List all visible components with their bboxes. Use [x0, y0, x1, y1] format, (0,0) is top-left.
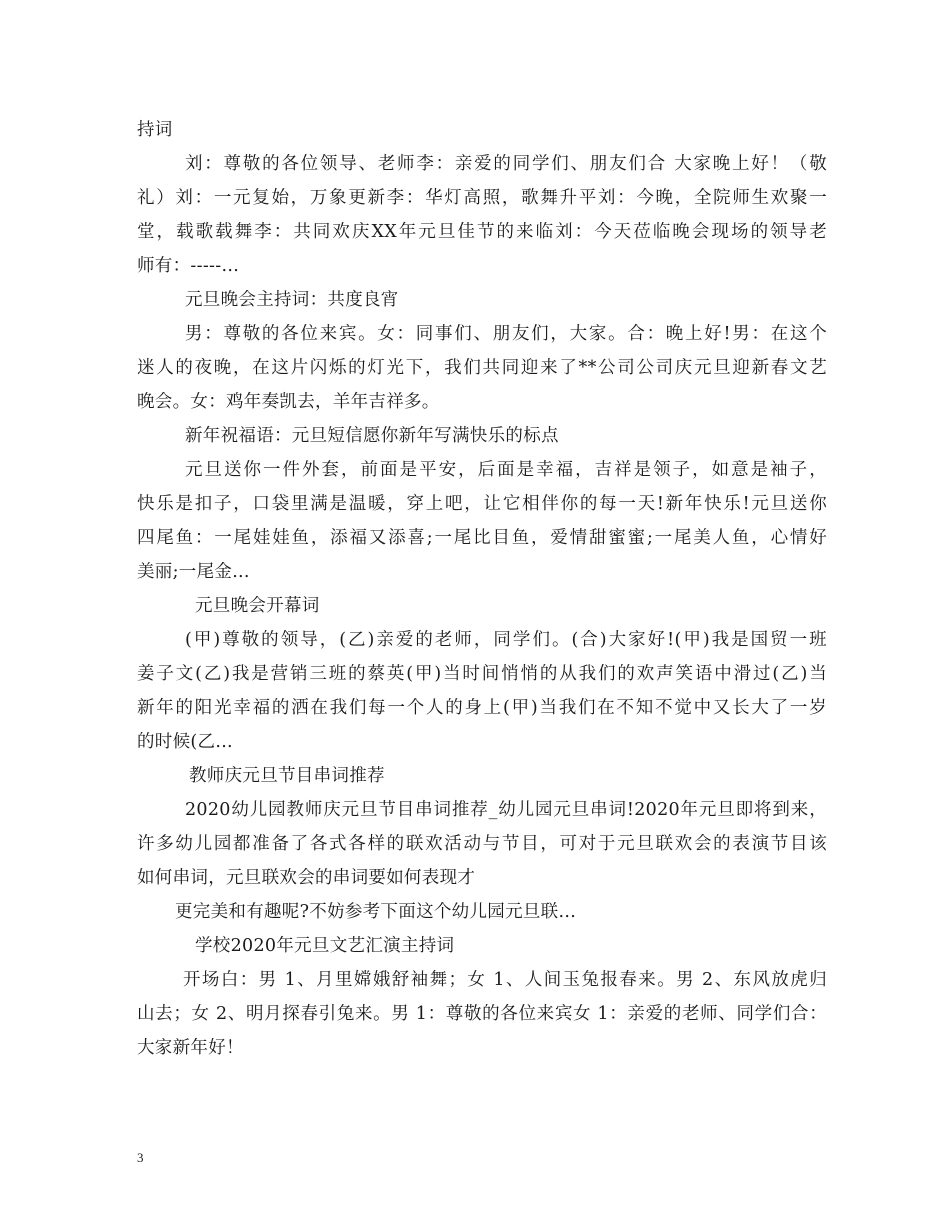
section-heading: 教师庆元旦节目串词推荐 — [189, 766, 385, 786]
text-line: 师有：-----... — [137, 256, 240, 276]
section-heading: 元旦晚会开幕词 — [195, 596, 320, 616]
text-line: 更完美和有趣呢?不妨参考下面这个幼儿园元旦联... — [175, 902, 577, 922]
text-line: 晚会。女：鸡年奏凯去，羊年吉祥多。 — [137, 392, 440, 412]
text-line: 堂，载歌载舞李：共同欢庆XX年元旦佳节的来临刘：今天莅临晚会现场的领导老 — [137, 222, 827, 242]
text-line: 新年的阳光幸福的洒在我们每一个人的身上(甲)当我们在不知不觉中又长大了一岁 — [137, 698, 827, 718]
text-line: 元旦送你一件外套，前面是平安，后面是幸福，吉祥是领子，如意是袖子， — [185, 460, 827, 480]
text-line: (甲)尊敬的领导，(乙)亲爱的老师，同学们。(合)大家好!(甲)我是国贸一班 — [185, 630, 827, 650]
text-line: 的时候(乙... — [137, 732, 233, 752]
text-line: 开场白：男 1、月里嫦娥舒袖舞；女 1、人间玉兔报春来。男 2、东风放虎归 — [183, 970, 827, 990]
section-heading: 新年祝福语：元旦短信愿你新年写满快乐的标点 — [185, 426, 559, 446]
text-line: 礼）刘：一元复始，万象更新李：华灯高照，歌舞升平刘：今晚，全院师生欢聚一 — [137, 188, 827, 208]
text-line: 男：尊敬的各位来宾。女：同事们、朋友们，大家。合：晚上好!男：在这个 — [185, 324, 827, 344]
text-line: 山去；女 2、明月探春引兔来。男 1：尊敬的各位来宾女 1：亲爱的老师、同学们合： — [137, 1004, 827, 1024]
text-line: 2020幼儿园教师庆元旦节目串词推荐_幼儿园元旦串词!2020年元旦即将到来， — [185, 800, 827, 820]
text-line: 迷人的夜晚，在这片闪烁的灯光下，我们共同迎来了**公司公司庆元旦迎新春文艺 — [137, 358, 827, 378]
text-line: 如何串词，元旦联欢会的串词要如何表现才 — [137, 868, 476, 888]
text-line: 美丽;一尾金... — [137, 562, 250, 582]
text-line: 大家新年好！ — [137, 1038, 244, 1058]
text-line: 许多幼儿园都准备了各式各样的联欢活动与节目，可对于元旦联欢会的表演节目该 — [137, 834, 827, 854]
document-body — [137, 113, 827, 1065]
text-line: 四尾鱼：一尾娃娃鱼，添福又添喜;一尾比目鱼，爱情甜蜜蜜;一尾美人鱼，心情好 — [137, 528, 827, 548]
page-number: 3 — [137, 1150, 144, 1165]
text-line: 持词 — [137, 120, 173, 140]
text-line: 刘：尊敬的各位领导、老师李：亲爱的同学们、朋友们合 大家晚上好！（敬 — [185, 154, 827, 174]
section-heading: 学校2020年元旦文艺汇演主持词 — [195, 936, 455, 956]
text-line: 姜子文(乙)我是营销三班的蔡英(甲)当时间悄悄的从我们的欢声笑语中滑过(乙)当 — [137, 664, 827, 684]
section-heading: 元旦晚会主持词：共度良宵 — [185, 290, 399, 310]
text-line: 快乐是扣子，口袋里满是温暖，穿上吧，让它相伴你的每一天!新年快乐!元旦送你 — [137, 494, 827, 514]
